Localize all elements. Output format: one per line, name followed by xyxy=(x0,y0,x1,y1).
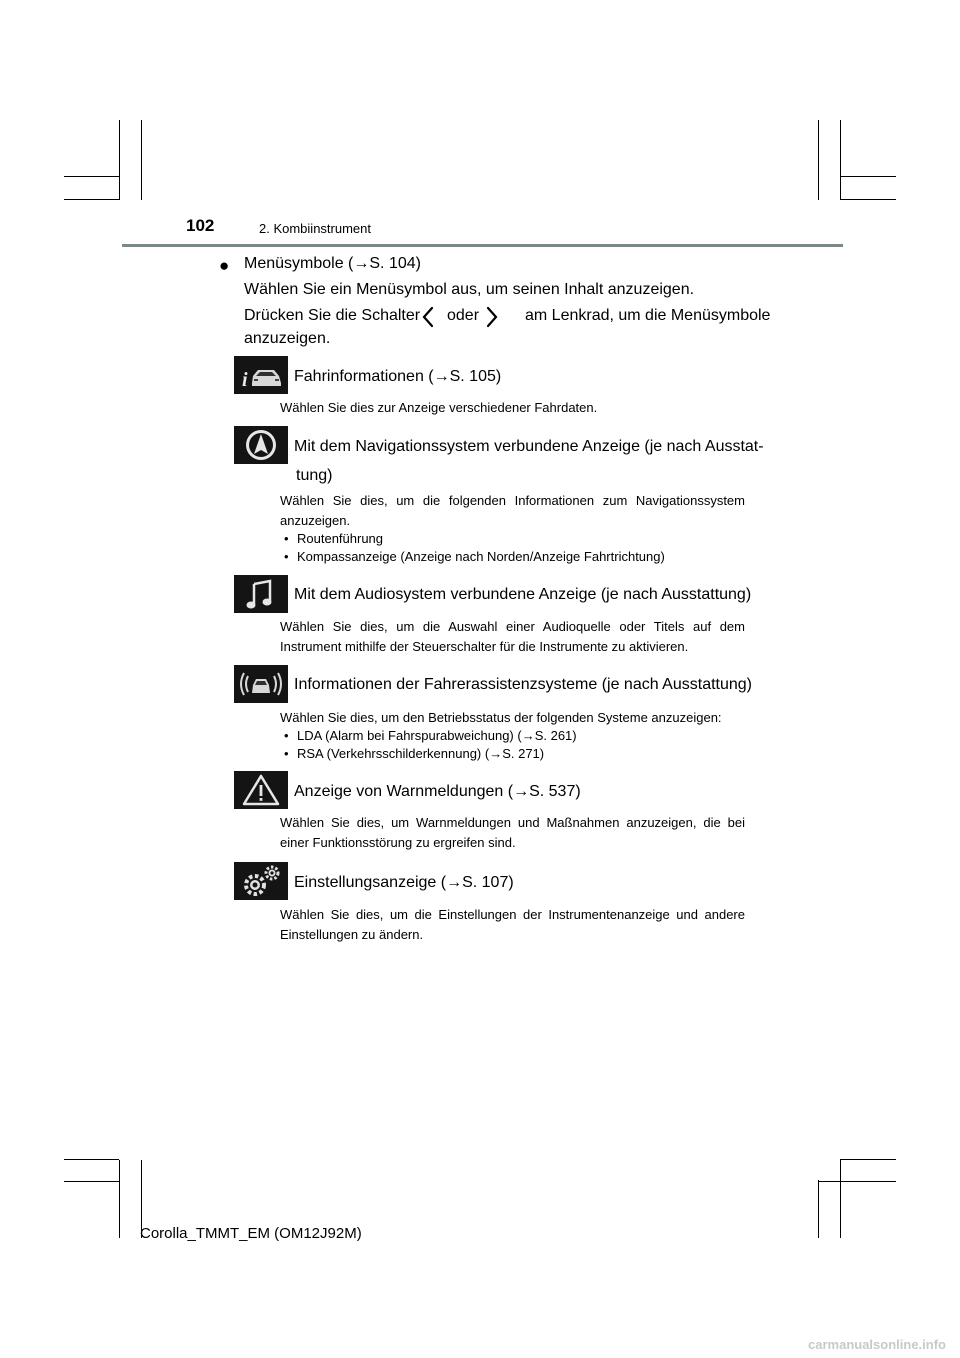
crop-mark xyxy=(840,1159,896,1160)
bullet-icon: ● xyxy=(219,256,230,275)
list-item-text: Kompassanzeige (Anzeige nach Norden/Anzeige Fahrtrichtung) xyxy=(297,549,665,564)
item-description: Wählen Sie dies, um die Auswahl einer Audioquelle oder Titels auf dem Instrument mithilfe der Steuerschalter für die Instrumente zu aktivieren. xyxy=(280,619,745,654)
crop-mark xyxy=(119,1160,120,1238)
crop-mark xyxy=(840,120,841,200)
item-description: Wählen Sie dies zur Anzeige verschiedener Fahrdaten. xyxy=(280,400,598,415)
item-description: Wählen Sie dies, um die Einstellungen der Instrumentenanzeige und andere Einstellungen zu ändern. xyxy=(280,907,745,942)
crop-mark xyxy=(119,120,120,200)
section-title: 2. Kombiinstrument xyxy=(259,221,371,236)
list-item: • Routenführung xyxy=(284,531,384,546)
list-item: • RSA (Verkehrsschilderkennung) (→S. 271) xyxy=(284,746,545,761)
crop-mark xyxy=(64,1159,119,1160)
driver-assist-car-icon xyxy=(234,665,288,703)
crop-mark xyxy=(64,1181,119,1182)
page-number: 102 xyxy=(186,216,215,235)
svg-text:i: i xyxy=(242,369,248,391)
crop-mark xyxy=(818,120,819,200)
chevron-right-icon xyxy=(485,306,499,328)
item-title: Fahrinformationen (→S. 105) xyxy=(294,368,502,385)
list-item-text: RSA (Verkehrsschilderkennung) (→S. 271) xyxy=(297,746,545,761)
item-description: Wählen Sie dies, um den Betriebsstatus der folgenden Systeme anzuzeigen: xyxy=(280,710,722,725)
item-title: Anzeige von Warnmeldungen (→S. 537) xyxy=(294,783,581,800)
crop-mark xyxy=(840,1160,841,1238)
list-item-text: LDA (Alarm bei Fahrspurabweichung) (→S. 261) xyxy=(297,728,577,743)
crop-mark xyxy=(64,199,119,200)
navigation-arrow-icon xyxy=(234,426,288,464)
item-title: Mit dem Navigationssystem verbundene Anzeige (je nach Ausstat- xyxy=(294,438,764,455)
intro-line-3: anzuzeigen. xyxy=(244,330,331,347)
item-title: Einstellungsanzeige (→S. 107) xyxy=(294,874,514,891)
item-title: Informationen der Fahrerassistenzsysteme (je nach Ausstattung) xyxy=(294,676,752,693)
crop-mark xyxy=(141,120,142,200)
crop-mark xyxy=(64,176,119,177)
warning-triangle-icon xyxy=(234,771,288,809)
document-id-footer: Corolla_TMMT_EM (OM12J92M) xyxy=(140,1225,362,1242)
intro-line-2-end: am Lenkrad, um die Menüsymbole xyxy=(525,307,771,324)
music-note-icon xyxy=(234,575,288,613)
intro-line-2-or: oder xyxy=(447,307,480,324)
chevron-left-icon xyxy=(421,306,435,328)
list-item: • LDA (Alarm bei Fahrspurabweichung) (→S. 261) xyxy=(284,728,577,743)
list-item: • Kompassanzeige (Anzeige nach Norden/Anzeige Fahrtrichtung) xyxy=(284,549,665,564)
header-divider xyxy=(122,244,843,247)
crop-mark xyxy=(818,1180,819,1238)
watermark: carmanualsonline.info xyxy=(808,1337,946,1352)
car-info-icon xyxy=(234,356,288,394)
item-title: Mit dem Audiosystem verbundene Anzeige (je nach Ausstattung) xyxy=(294,586,752,603)
item-title-continued: tung) xyxy=(296,467,333,484)
intro-line-2-start: Drücken Sie die Schalter xyxy=(244,307,421,324)
intro-line-2 xyxy=(244,306,420,326)
intro-line-1: Wählen Sie ein Menüsymbol aus, um seinen Inhalt anzuzeigen. xyxy=(244,281,695,298)
item-description: Wählen Sie dies, um Warnmeldungen und Maßnahmen anzuzeigen, die bei einer Funktionsstörung zu ergreifen sind. xyxy=(280,815,745,850)
menu-symbols-heading: Menüsymbole (→S. 104) xyxy=(244,255,421,272)
gears-icon xyxy=(234,862,288,900)
crop-mark xyxy=(840,176,896,177)
list-item-text: Routenführung xyxy=(297,531,384,546)
item-description: Wählen Sie dies, um die folgenden Informationen zum Navigationssystem anzuzeigen. xyxy=(280,493,745,528)
crop-mark xyxy=(818,1181,896,1182)
crop-mark xyxy=(840,199,896,200)
